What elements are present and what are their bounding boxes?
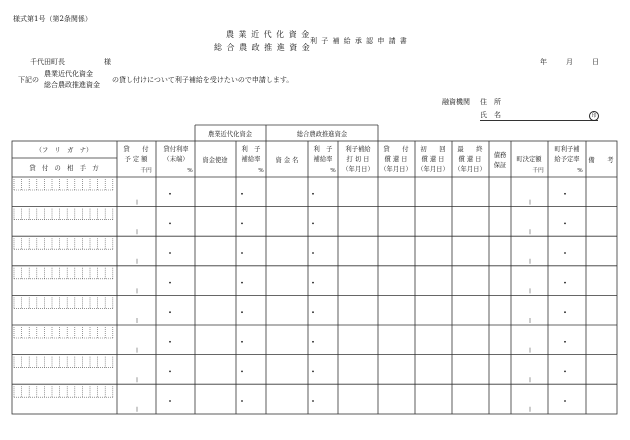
furigana-boxes[interactable] [14, 297, 113, 308]
table-row[interactable] [14, 179, 566, 205]
header-town-rate: 町利子補 [554, 146, 580, 153]
decimal-point [169, 371, 171, 373]
header-loan-rate: 貸付利率 [163, 146, 189, 153]
header-first-repay-3: （年月日） [417, 166, 449, 173]
header-loan-amount: 貸 付 [123, 146, 149, 153]
header-subsidy-rate-1: 利 子 [241, 146, 261, 153]
body-prefix: 下記の [18, 76, 39, 84]
addressee-honorific: 様 [104, 58, 111, 66]
address-label: 住 所 [480, 98, 501, 106]
header-loan-unit: 千円 [140, 168, 152, 174]
decimal-point [241, 400, 243, 402]
furigana-boxes[interactable] [14, 357, 113, 368]
header-loan-date-2: 償 還 日 [384, 156, 408, 163]
decimal-point [169, 400, 171, 402]
decimal-point [169, 223, 171, 225]
decimal-point [564, 311, 566, 313]
header-first-repay: 初 回 [420, 146, 446, 153]
table-row[interactable] [12, 325, 617, 353]
decimal-point [312, 223, 314, 225]
addressee-name: 千代田町長 [30, 58, 65, 66]
decimal-point [312, 311, 314, 313]
table-row[interactable] [12, 236, 617, 264]
header-end-date: 利子補給 [345, 146, 371, 153]
header-end-date-3: （年月日） [342, 166, 374, 173]
decimal-point [241, 311, 243, 313]
header-end-date-2: 打 切 日 [346, 156, 370, 163]
furigana-boxes[interactable] [14, 209, 113, 220]
form-id: 様式第1号（第2条関係） [13, 15, 92, 23]
table-row[interactable] [12, 207, 617, 235]
decimal-point [564, 371, 566, 373]
decimal-point [241, 193, 243, 195]
table-body [12, 179, 617, 412]
header-subsidy-rate-2b: 補給率 [313, 156, 333, 163]
date-year: 年 [540, 58, 547, 66]
decimal-point [564, 400, 566, 402]
header-final-repay-2: 償 還 日 [458, 156, 482, 163]
decimal-point [312, 193, 314, 195]
decimal-point [312, 400, 314, 402]
table-row[interactable] [12, 295, 617, 323]
decimal-point [241, 371, 243, 373]
decimal-point [564, 252, 566, 254]
decimal-point [241, 252, 243, 254]
furigana-boxes[interactable] [14, 179, 113, 190]
decimal-point [564, 282, 566, 284]
decimal-point [169, 282, 171, 284]
furigana-boxes[interactable] [14, 238, 113, 249]
table-row[interactable] [12, 355, 617, 383]
decimal-point [564, 341, 566, 343]
decimal-point [241, 341, 243, 343]
header-final-repay: 最 終 [457, 146, 483, 153]
header-loan-rate-2: （末端） [163, 156, 189, 163]
header-remarks: 備 考 [588, 157, 614, 164]
table-grid [12, 125, 617, 414]
decimal-point [564, 193, 566, 195]
decimal-point [241, 282, 243, 284]
decimal-point [169, 341, 171, 343]
header-final-repay-3: （年月日） [454, 166, 486, 173]
header-loan-date-3: （年月日） [380, 166, 412, 173]
decimal-point [312, 252, 314, 254]
table-row[interactable] [12, 384, 617, 412]
header-sub2-unit: % [330, 168, 336, 174]
decimal-point [312, 341, 314, 343]
name-label: 氏 名 [480, 111, 501, 119]
header-first-repay-2: 償 還 日 [421, 156, 445, 163]
header-subsidy-rate-1b: 補給率 [241, 156, 261, 163]
header-sub1-unit: % [258, 168, 264, 174]
decimal-point [169, 311, 171, 313]
body-text: の貸し付けについて利子補給を受けたいので申請します。 [112, 76, 294, 84]
group-header-farm: 農業近代化資金 [207, 131, 253, 138]
header-fund-name: 資 金 名 [275, 157, 299, 164]
title-fund-1: 農 業 近 代 化 資 金 [226, 30, 311, 39]
decimal-point [312, 371, 314, 373]
decimal-point [169, 193, 171, 195]
header-guarantee-2: 保証 [493, 162, 507, 169]
header-usage: 資金使途 [202, 157, 228, 164]
table-row[interactable] [12, 266, 617, 294]
header-guarantee: 債務 [493, 152, 507, 159]
furigana-boxes[interactable] [14, 268, 113, 279]
header-town-rate-unit: % [577, 168, 583, 174]
lender-label: 融資機関 [442, 98, 470, 106]
date-day: 日 [592, 58, 599, 66]
header-loan-date: 貸 付 [383, 146, 409, 153]
decimal-point [241, 223, 243, 225]
header-borrower: 貸 付 の 相 手 方 [29, 165, 99, 172]
header-rate-unit: % [187, 168, 193, 174]
group-header-policy: 総合農政推進資金 [296, 131, 348, 138]
header-town-amount: 町決定額 [516, 156, 542, 163]
header-loan-amount-2: 予 定 額 [124, 156, 148, 163]
body-fund-2: 総合農政推進資金 [44, 81, 100, 89]
decimal-point [312, 282, 314, 284]
body-fund-1: 農業近代化資金 [44, 70, 93, 78]
furigana-boxes[interactable] [14, 386, 113, 397]
date-month: 月 [566, 58, 573, 66]
title-fund-2: 総 合 農 政 推 進 資 金 [214, 43, 311, 52]
seal-mark: 印 [589, 111, 599, 121]
header-furigana: （フ リ ガ ナ） [35, 147, 93, 154]
header-town-unit: 千円 [532, 168, 544, 174]
decimal-point [564, 223, 566, 225]
header-town-rate-2: 給予定率 [554, 156, 580, 163]
furigana-boxes[interactable] [14, 327, 113, 338]
decimal-point [169, 252, 171, 254]
header-subsidy-rate-2: 利 子 [313, 146, 333, 153]
page-title: 利 子 補 給 承 認 申 請 書 [310, 37, 408, 45]
